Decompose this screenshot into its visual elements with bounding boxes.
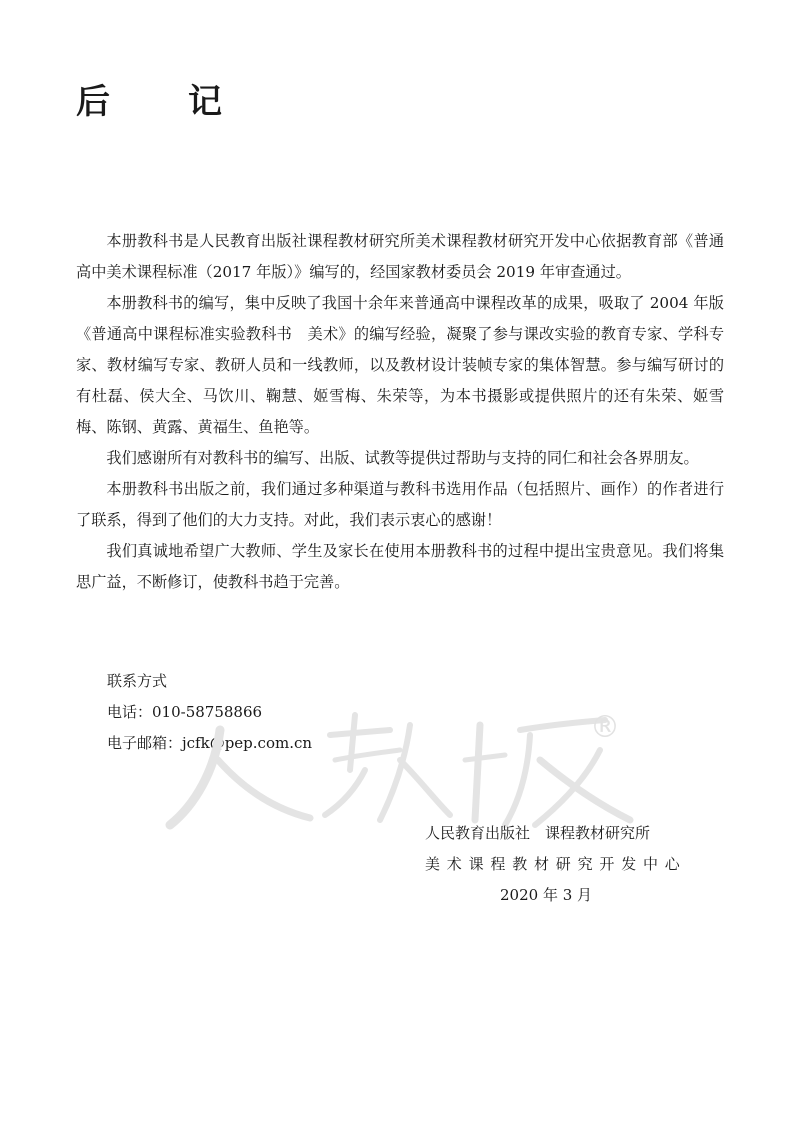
- paragraph-3: 我们感谢所有对教科书的编写、出版、试教等提供过帮助与支持的同仁和社会各界朋友。: [106, 449, 699, 467]
- registered-mark-icon: ®: [590, 710, 620, 745]
- paragraph-5: 我们真诚地希望广大教师、学生及家长在使用本册教科书的过程中提出宝贵意见。我们将集思广益，不断修订，使教科书趋于完善。: [76, 542, 724, 591]
- signature-org-line-1: 人民教育出版社 课程教材研究所: [425, 824, 651, 842]
- paragraph-4: 本册教科书出版之前，我们通过多种渠道与教科书选用作品（包括照片、画作）的作者进行了联系，得到了他们的大力支持。对此，我们表示衷心的感谢！: [76, 480, 724, 529]
- page-title: 后 记: [76, 82, 244, 122]
- contact-phone: 电话：010-58758866: [107, 703, 263, 721]
- signature-date: 2020 年 3 月: [500, 886, 593, 904]
- contact-email[interactable]: 电子邮箱：jcfk@pep.com.cn: [107, 734, 313, 752]
- signature-org-line-2: 美术课程教材研究开发中心: [425, 855, 687, 873]
- contact-info: [107, 666, 312, 759]
- afterword-body: [76, 226, 724, 598]
- contact-heading: 联系方式: [107, 672, 168, 690]
- paragraph-2: 本册教科书的编写，集中反映了我国十余年来普通高中课程改革的成果，吸取了 2004 年版《普通高中课程标准实验教科书 美术》的编写经验，凝聚了参与课改实验的教育专家、学科专家、教材编写专家、教研人员和一线教师，以及教材设计装帧专家的集体智慧。参与编写研讨的有杜磊、侯大全、马饮川、鞠慧、姬雪梅、朱荣等，为本书摄影或提供照片的还有朱荣、姬雪梅、陈钢、黄露、黄福生、鱼艳等。: [76, 294, 724, 436]
- paragraph-1: 本册教科书是人民教育出版社课程教材研究所美术课程教材研究开发中心依据教育部《普通高中美术课程标准（2017 年版）》编写的，经国家教材委员会 2019 年审查通过。: [76, 232, 724, 281]
